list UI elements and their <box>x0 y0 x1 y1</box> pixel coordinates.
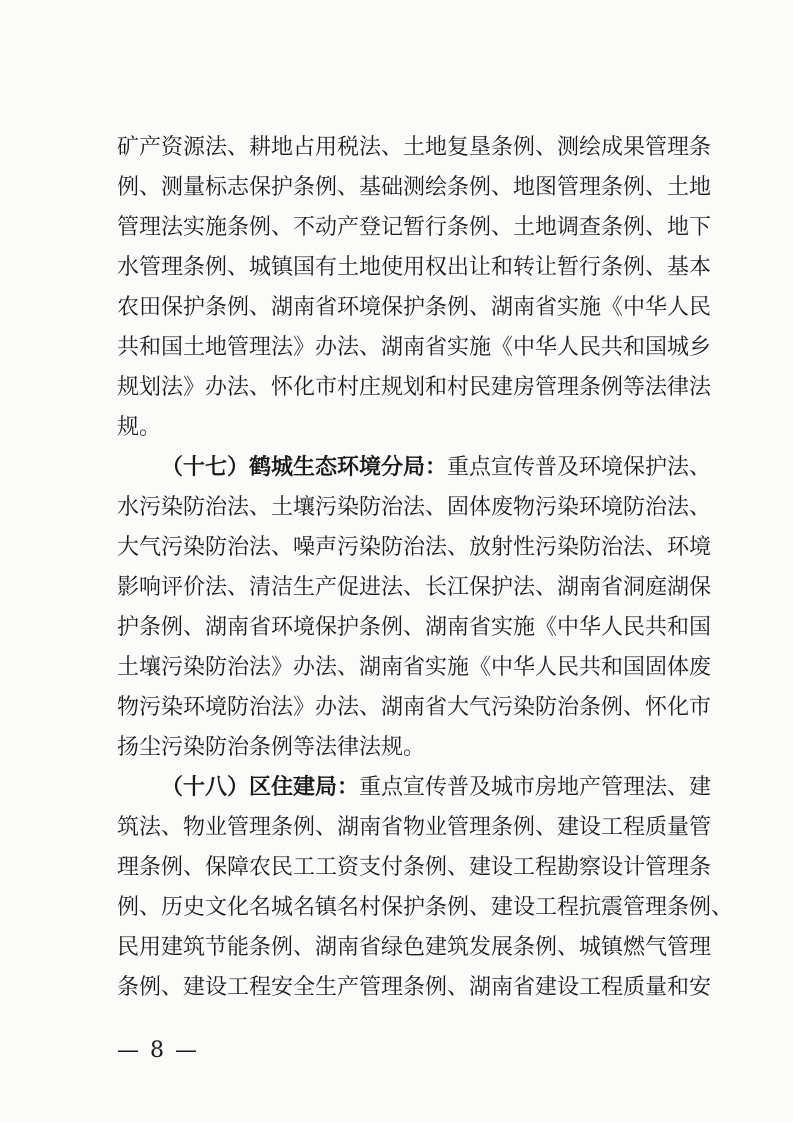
body-line: 筑法、物业管理条例、湖南省物业管理条例、建设工程质量管 <box>117 815 712 840</box>
body-line: 规。 <box>117 415 162 440</box>
body-line: 水污染防治法、土壤污染防治法、固体废物污染环境防治法、 <box>117 495 712 520</box>
body-line: 例、测量标志保护条例、基础测绘条例、地图管理条例、土地 <box>117 175 712 200</box>
body-line: 物污染环境防治法》办法、湖南省大气污染防治条例、怀化市 <box>117 695 712 720</box>
section-17-first-line-text: 重点宣传普及环境保护法、 <box>447 455 712 480</box>
body-line: 共和国土地管理法》办法、湖南省实施《中华人民共和国城乡 <box>117 335 712 360</box>
body-line: 大气污染防治法、噪声污染防治法、放射性污染防治法、环境 <box>117 535 712 560</box>
body-line: 例、历史文化名城名镇名村保护条例、建设工程抗震管理条例、 <box>117 895 734 920</box>
body-line: 土壤污染防治法》办法、湖南省实施《中华人民共和国固体废 <box>117 655 712 680</box>
body-line: 护条例、湖南省环境保护条例、湖南省实施《中华人民共和国 <box>117 615 712 640</box>
body-line: 理条例、保障农民工工资支付条例、建设工程勘察设计管理条 <box>117 855 712 880</box>
body-line: 扬尘污染防治条例等法律法规。 <box>117 735 426 760</box>
section-17-first-line <box>117 448 712 488</box>
body-line: 管理法实施条例、不动产登记暂行条例、土地调查条例、地下 <box>117 215 712 240</box>
section-18-first-line <box>117 768 712 808</box>
section-17-heading: （十七）鹤城生态环境分局： <box>161 455 448 480</box>
body-line: 水管理条例、城镇国有土地使用权出让和转让暂行条例、基本 <box>117 255 712 280</box>
body-line: 影响评价法、清洁生产促进法、长江保护法、湖南省洞庭湖保 <box>117 575 712 600</box>
document-body <box>117 128 734 1008</box>
body-line: 条例、建设工程安全生产管理条例、湖南省建设工程质量和安 <box>117 975 712 1000</box>
body-line: 农田保护条例、湖南省环境保护条例、湖南省实施《中华人民 <box>117 295 712 320</box>
section-18-heading: （十八）区住建局： <box>161 775 360 800</box>
body-line: 矿产资源法、耕地占用税法、土地复垦条例、测绘成果管理条 <box>117 135 712 160</box>
page-number: — 8 — <box>117 1038 199 1063</box>
section-18-first-line-text: 重点宣传普及城市房地产管理法、建 <box>359 775 712 800</box>
body-line: 规划法》办法、怀化市村庄规划和村民建房管理条例等法律法 <box>117 375 712 400</box>
body-line: 民用建筑节能条例、湖南省绿色建筑发展条例、城镇燃气管理 <box>117 935 712 960</box>
